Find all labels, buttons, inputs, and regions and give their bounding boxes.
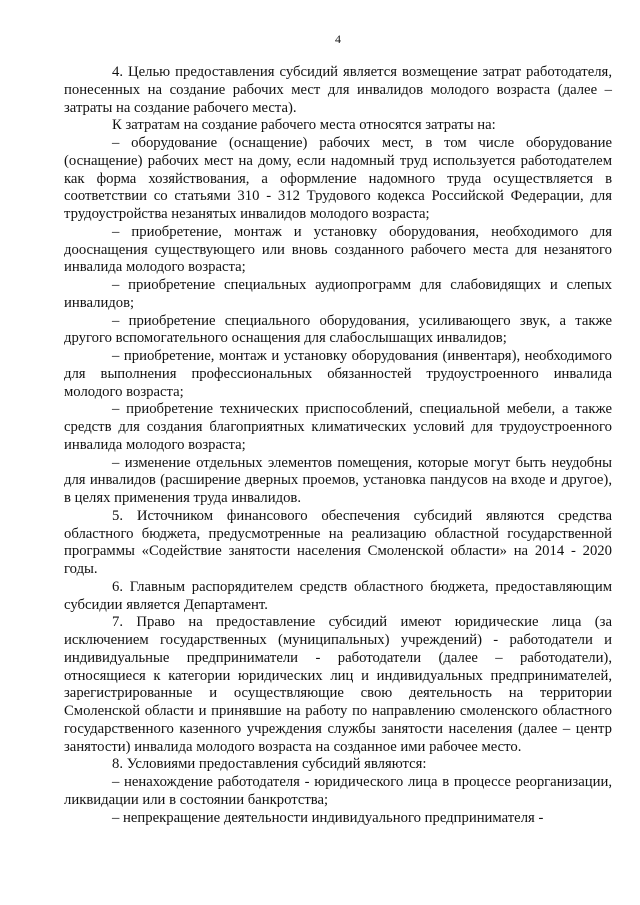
list-item-inventory: – приобретение, монтаж и установку оборудования (инвентаря), необходимого для выполнения профессиональных обязанностей трудоустроенного инвалида молодого возраста; xyxy=(64,348,612,400)
list-item-sound-equipment: – приобретение специального оборудования, усиливающего звук, а также другого вспомогательного оснащения для слабослышащих инвалидов; xyxy=(64,312,612,347)
paragraph-5-funding-source: 5. Источником финансового обеспечения субсидий являются средства областного бюджета, предусмотренные на реализацию областной государственной программы «Содействие занятости населения Смоленской области» на 2014 - 2020 годы. xyxy=(64,507,612,577)
page-number: 4 xyxy=(335,32,341,46)
paragraph-4-purpose: 4. Целью предоставления субсидий является возмещение затрат работодателя, понесенных на создание рабочих мест для инвалидов молодого возраста (далее – затраты на создание рабочего места). xyxy=(64,64,612,116)
list-item-no-termination: – непрекращение деятельности индивидуального предпринимателя - xyxy=(112,809,544,826)
list-item-no-reorganization: – ненахождение работодателя - юридического лица в процессе реорганизации, ликвидации или в состоянии банкротства; xyxy=(64,774,612,808)
paragraph-8-conditions: 8. Условиями предоставления субсидий являются: xyxy=(112,756,427,773)
list-item-technical-devices: – приобретение технических приспособлений, специальной мебели, а также средств для создания благоприятных климатических условий для трудоустроенного инвалида молодого возраста; xyxy=(64,401,612,453)
list-item-equipment-workplaces: – оборудование (оснащение) рабочих мест, в том числе оборудование (оснащение) рабочих мест на дому, если надомный труд используется работодателем как форма хозяйствования, а оформление надомного труда осуществляется в соответствии со статьями 310 - 312 Трудового кодекса Российской Федерации, для трудоустройства незанятых инвалидов молодого возраста; xyxy=(64,135,612,222)
paragraph-7-eligibility: 7. Право на предоставление субсидий имеют юридические лица (за исключением государственных (муниципальных) учреждений) - работодатели и индивидуальные предприниматели - работодатели (далее – работодатели), относящиеся к категории юридических лиц и индивидуальных предпринимателей, зарегистрированные и осуществляющие свою деятельность на территории Смоленской области и принявшие на работу по направлению смоленского областного государственного казенного учреждения службы занятости населения (далее – центр занятости) инвалида молодого возраста на созданное ими рабочее место. xyxy=(64,614,612,755)
paragraph-costs-intro: К затратам на создание рабочего места относятся затраты на: xyxy=(112,117,496,134)
list-item-premises-changes: – изменение отдельных элементов помещения, которые могут быть неудобны для инвалидов (расширение дверных проемов, установка пандусов на входе и другое), в целях применения труда инвалидов. xyxy=(64,454,612,506)
list-item-installation-equipment: – приобретение, монтаж и установку оборудования, необходимого для дооснащения существующего или вновь созданного рабочего места для незанятого инвалида молодого возраста; xyxy=(64,223,612,276)
list-item-audio-programs: – приобретение специальных аудиопрограмм для слабовидящих и слепых инвалидов; xyxy=(64,277,612,311)
paragraph-6-main-manager: 6. Главным распорядителем средств областного бюджета, предоставляющим субсидии является Департамент. xyxy=(64,578,612,613)
